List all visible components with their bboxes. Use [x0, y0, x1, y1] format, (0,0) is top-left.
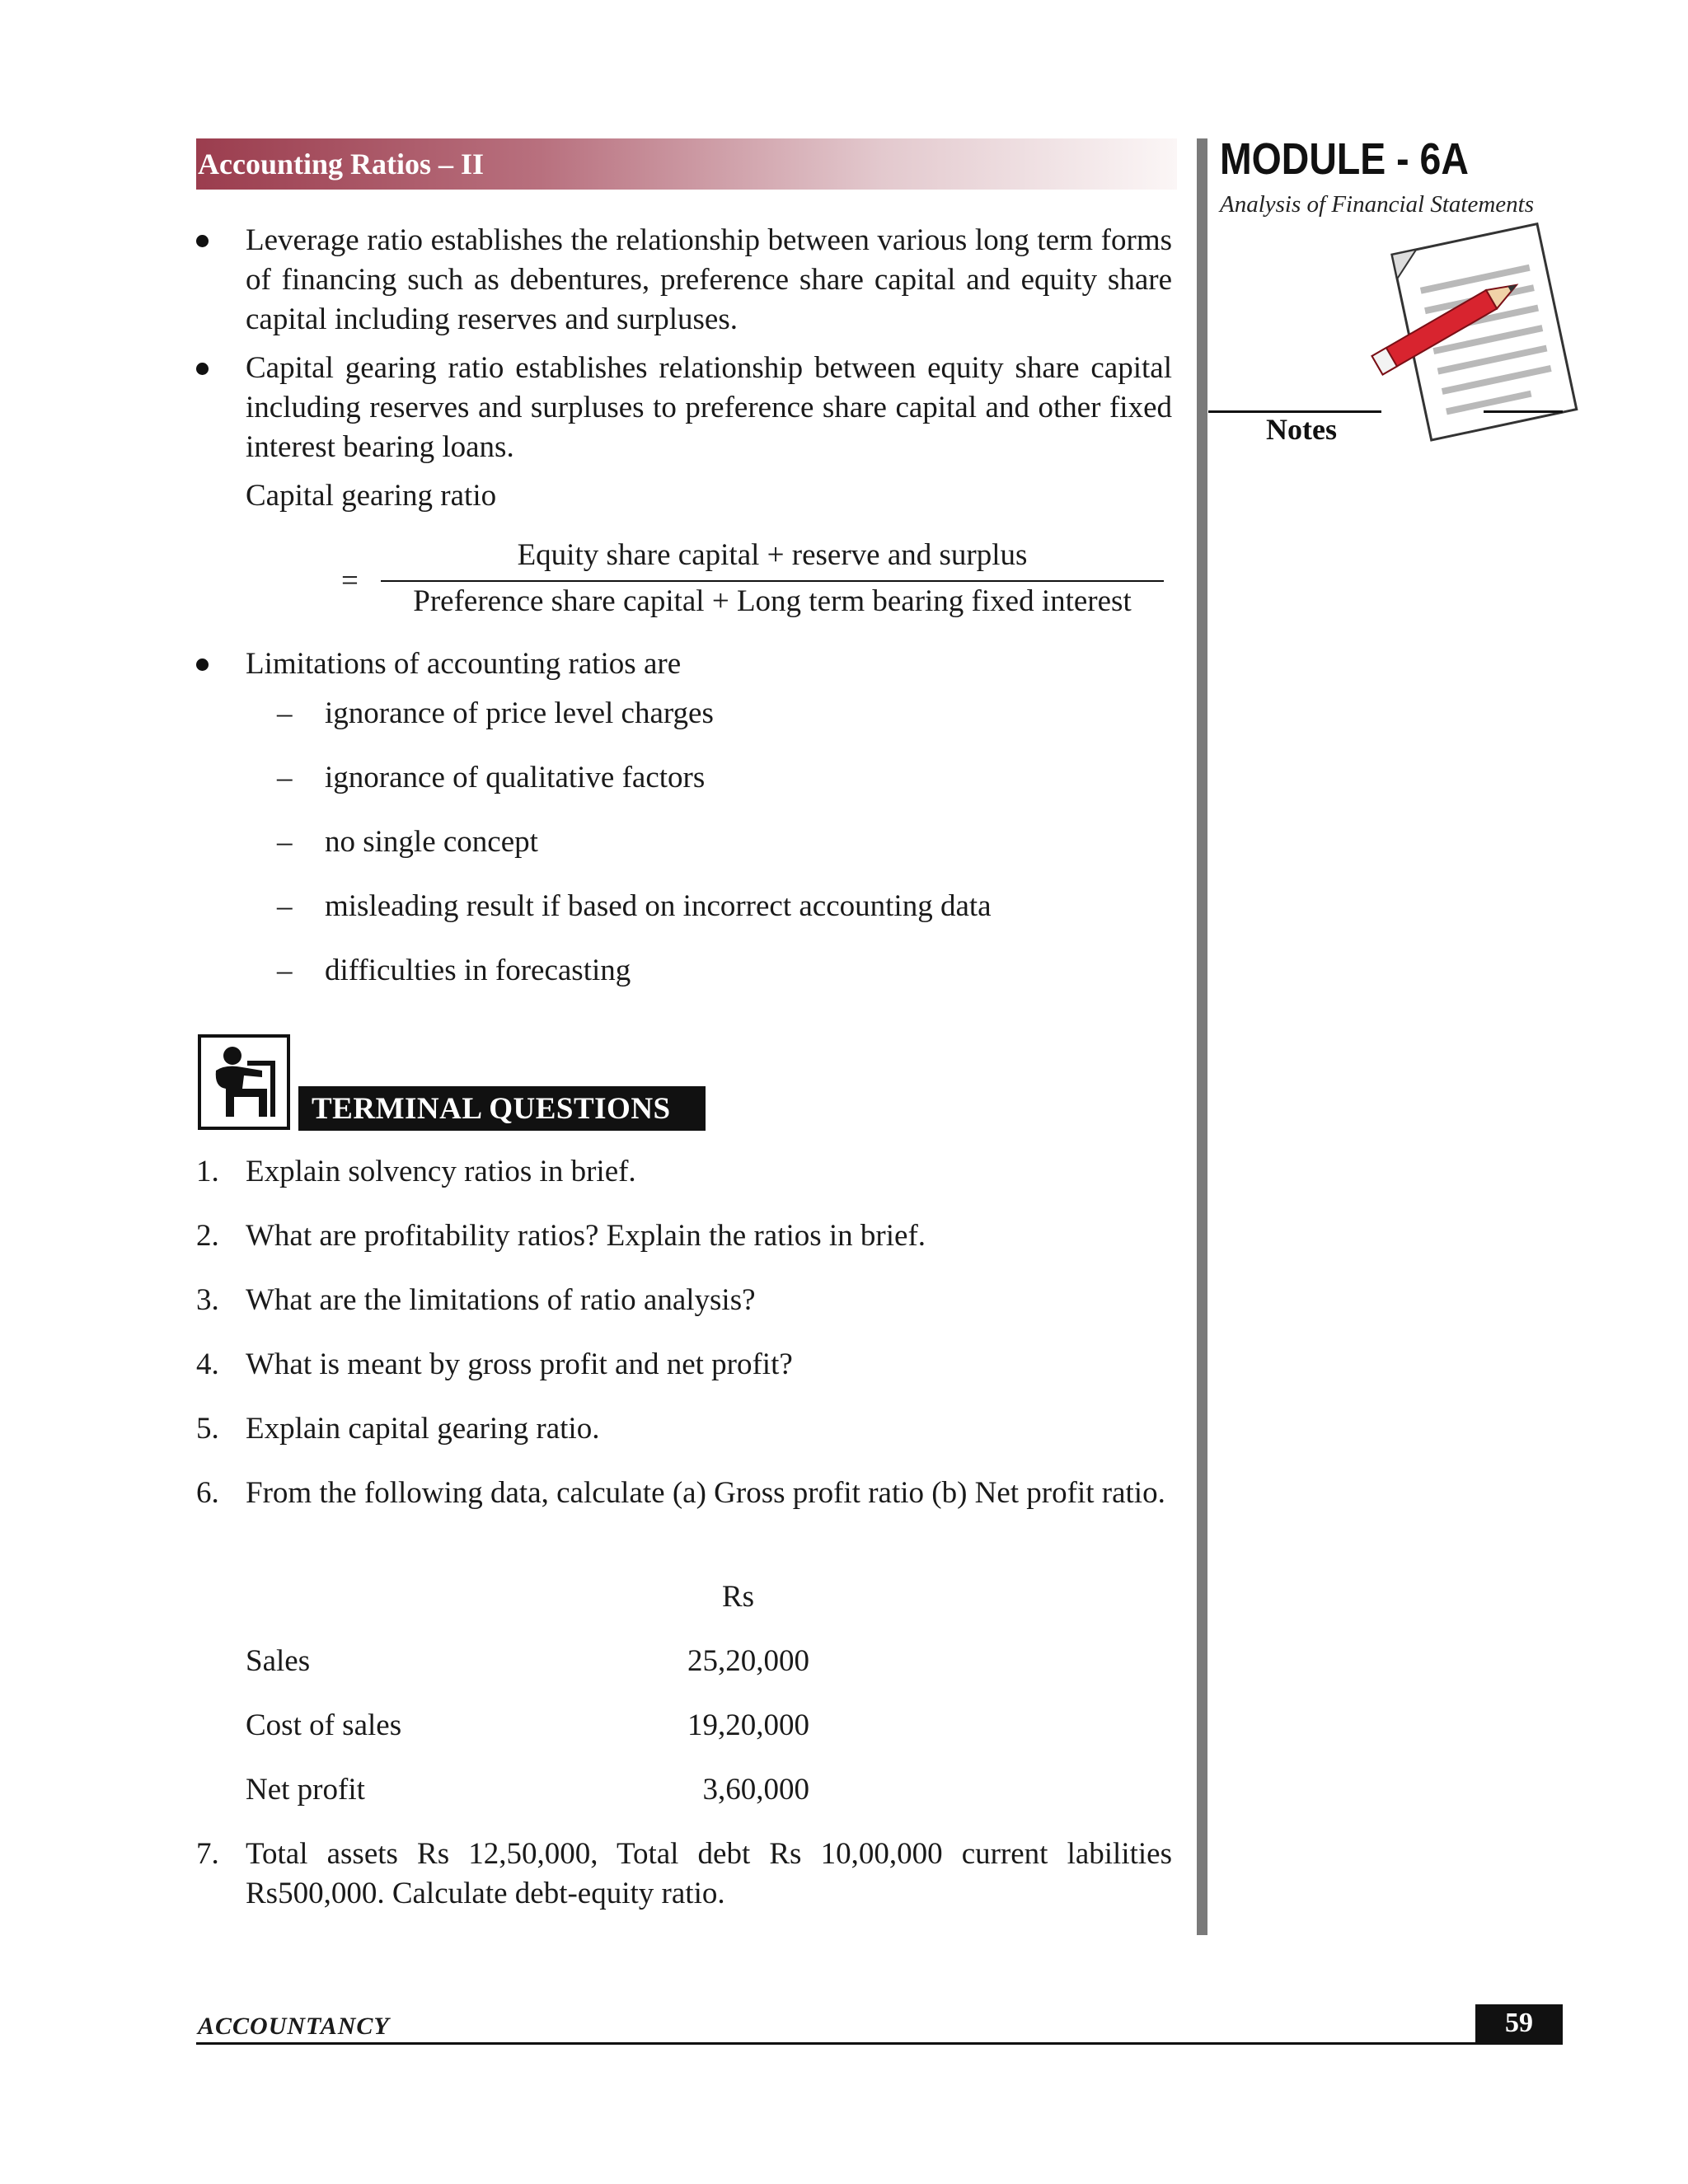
table-row-label: Sales — [246, 1644, 311, 1678]
question-number: 6. — [196, 1476, 219, 1510]
fraction-bar — [381, 580, 1164, 582]
formula-equals: = — [341, 564, 359, 598]
dash-marker: – — [277, 761, 293, 794]
question-text: What are the limitations of ratio analysis? — [246, 1283, 756, 1317]
question-text: What are profitability ratios? Explain the ratios in brief. — [246, 1219, 926, 1253]
notes-rule-right — [1484, 410, 1563, 413]
question-number: 5. — [196, 1412, 219, 1446]
question-number: 7. — [196, 1837, 219, 1871]
question-number: 4. — [196, 1347, 219, 1381]
dash-marker: – — [277, 696, 293, 730]
question-number: 2. — [196, 1219, 219, 1253]
question-number: 3. — [196, 1283, 219, 1317]
limitation-item: misleading result if based on incorrect accounting data — [325, 889, 992, 923]
table-row-value: 3,60,000 — [702, 1773, 809, 1807]
table-row-label: Cost of sales — [246, 1708, 402, 1742]
dash-marker: – — [277, 889, 293, 923]
bullet-paragraph: Leverage ratio establishes the relationship between various long term forms of financing such as debentures, preference share capital and equity share capital including reserves and surpluses. — [246, 223, 1172, 336]
dash-marker: – — [277, 825, 293, 859]
formula-denominator: Preference share capital + Long term bearing fixed interest — [413, 584, 1132, 618]
student-writing-icon — [198, 1034, 290, 1130]
bullet-icon — [196, 363, 209, 375]
table-row-value: 19,20,000 — [687, 1708, 809, 1742]
footer-subject: ACCOUNTANCY — [198, 2013, 390, 2040]
question-text: Explain capital gearing ratio. — [246, 1412, 600, 1446]
question-number: 1. — [196, 1155, 219, 1188]
question-text: From the following data, calculate (a) Gross profit ratio (b) Net profit ratio. — [246, 1476, 1165, 1510]
formula-label: Capital gearing ratio — [246, 479, 497, 513]
notes-label: Notes — [1266, 413, 1337, 446]
currency-header: Rs — [722, 1580, 755, 1614]
limitation-item: difficulties in forecasting — [325, 954, 631, 987]
limitation-item: ignorance of price level charges — [325, 696, 714, 730]
margin-divider — [1197, 138, 1207, 1935]
formula-numerator: Equity share capital + reserve and surplus — [517, 538, 1028, 572]
table-row-label: Net profit — [246, 1773, 365, 1807]
terminal-questions-heading: TERMINAL QUESTIONS — [312, 1092, 671, 1126]
bullet-paragraph: Capital gearing ratio establishes relationship between equity share capital including reserves and surpluses to preference share capital and other fixed interest bearing loans. — [246, 351, 1172, 464]
bullet-icon — [196, 658, 209, 671]
footer-rule — [196, 2042, 1563, 2045]
module-subtitle: Analysis of Financial Statements — [1220, 191, 1534, 218]
page-number: 59 — [1505, 2008, 1533, 2038]
question-text: Total assets Rs 12,50,000, Total debt Rs 10,00,000 current labilities Rs500,000. Calculate debt-equity ratio. — [246, 1837, 1172, 1910]
section-title: Accounting Ratios – II — [198, 148, 485, 180]
limitations-intro: Limitations of accounting ratios are — [246, 647, 682, 681]
question-text: What is meant by gross profit and net profit? — [246, 1347, 793, 1381]
table-row-value: 25,20,000 — [687, 1644, 809, 1678]
limitation-item: no single concept — [325, 825, 538, 859]
bullet-icon — [196, 235, 209, 247]
module-title: MODULE - 6A — [1220, 134, 1469, 184]
limitation-item: ignorance of qualitative factors — [325, 761, 706, 794]
question-text: Explain solvency ratios in brief. — [246, 1155, 636, 1188]
dash-marker: – — [277, 954, 293, 987]
